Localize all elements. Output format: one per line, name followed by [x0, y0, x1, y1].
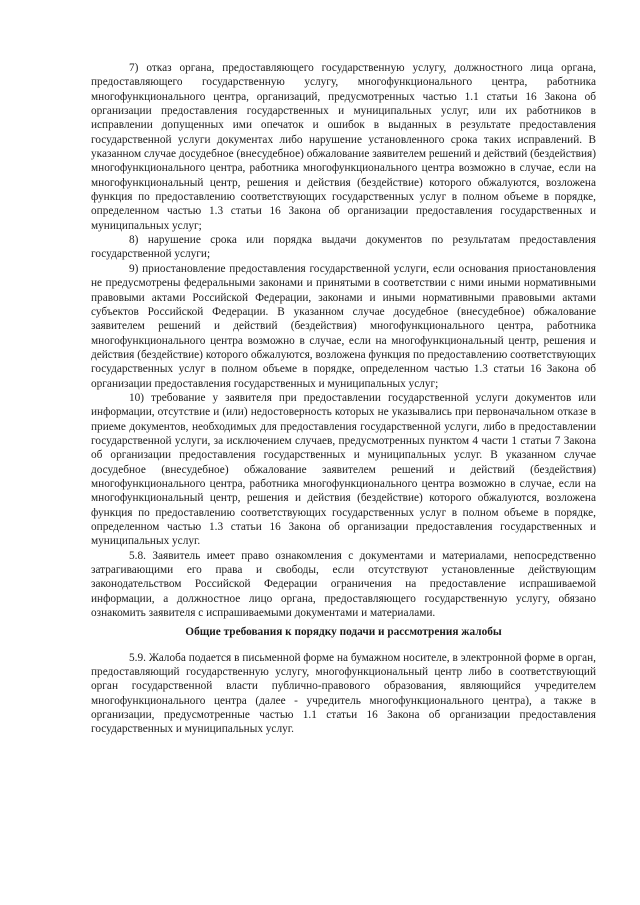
paragraph-item-9: 9) приостановление предоставления государственной услуги, если основания приостановления не предусмотрены федеральными законами и принятыми в соответствии с ними иными нормативными правовыми актами Российской Федерации, законами и иными нормативными правовыми актами субъектов Российской Федерации. В указанном случае досудебное (внесудебное) обжалование заявителем решений и действий (бездействия) многофункционального центра, работника многофункционального центра возможно в случае, если на многофункциональный центр, решения и действия (бездействие) которого обжалуются, возложена функция по предоставлению соответствующих государственных услуг в полном объеме в порядке, определенном частью 1.3 статьи 16 Закона об организации предоставления государственных и муниципальных услуг;: [91, 262, 596, 390]
paragraph-item-10: 10) требование у заявителя при предоставлении государственной услуги документов или информации, отсутствие и (или) недостоверность которых не указывались при первоначальном отказе в приеме документов, необходимых для предоставления государственной услуги, либо в предоставлении государственной услуги, за исключением случаев, предусмотренных пунктом 4 части 1 статьи 7 Закона об организации предоставления государственных и муниципальных услуг. В указанном случае досудебное (внесудебное) обжалование заявителем решений и действий (бездействия) многофункционального центра, работника многофункционального центра возможно в случае, если на многофункциональный центр, решения и действия (бездействие) которого обжалуются, возложена функция по предоставлению соответствующих государственных услуг в полном объеме в порядке, определенном частью 1.3 статьи 16 Закона об организации предоставления государственных и муниципальных услуг.: [91, 391, 596, 548]
paragraph-item-8: 8) нарушение срока или порядка выдачи документов по результатам предоставления государственной услуги;: [91, 234, 596, 261]
document-body: [91, 61, 596, 737]
section-heading: Общие требования к порядку подачи и рассмотрения жалобы: [185, 626, 502, 639]
paragraph-5-8: 5.8. Заявитель имеет право ознакомления с документами и материалами, непосредственно затрагивающими его права и свободы, если отсутствуют установленные действующим законодательством Российской Федерации ограничения на предоставление испрашиваемой информации, а должностное лицо органа, предоставляющего государственную услугу, обязано ознакомить заявителя с испрашиваемыми документами и материалами.: [91, 549, 596, 620]
paragraph-item-7: 7) отказ органа, предоставляющего государственную услугу, должностного лица органа, предоставляющего государственную услугу, многофункционального центра, работника многофункционального центра, организаций, предусмотренных частью 1.1 статьи 16 Закона об организации предоставления государственных и муниципальных услуг, или их работников в исправлении допущенных ими опечаток и ошибок в выданных в результате предоставления государственной услуги документах либо нарушение установленного срока таких исправлений. В указанном случае досудебное (внесудебное) обжалование заявителем решений и действий (бездействия) многофункционального центра, работника многофункционального центра возможно в случае, если на многофункциональный центр, решения и действия (бездействие) которого обжалуются, возложена функция по предоставлению соответствующих государственных услуг в полном объеме в порядке, определенном частью 1.3 статьи 16 Закона об организации предоставления государственных и муниципальных услуг;: [91, 62, 596, 232]
paragraph-5-9: 5.9. Жалоба подается в письменной форме на бумажном носителе, в электронной форме в орган, предоставляющий государственную услугу, многофункциональный центр либо в соответствующий орган государственной власти публично-правового образования, являющийся учредителем многофункционального центра (далее - учредитель многофункционального центра), а также в организации, предусмотренные частью 1.1 статьи 16 Закона об организации предоставления государственных и муниципальных услуг.: [91, 651, 596, 736]
